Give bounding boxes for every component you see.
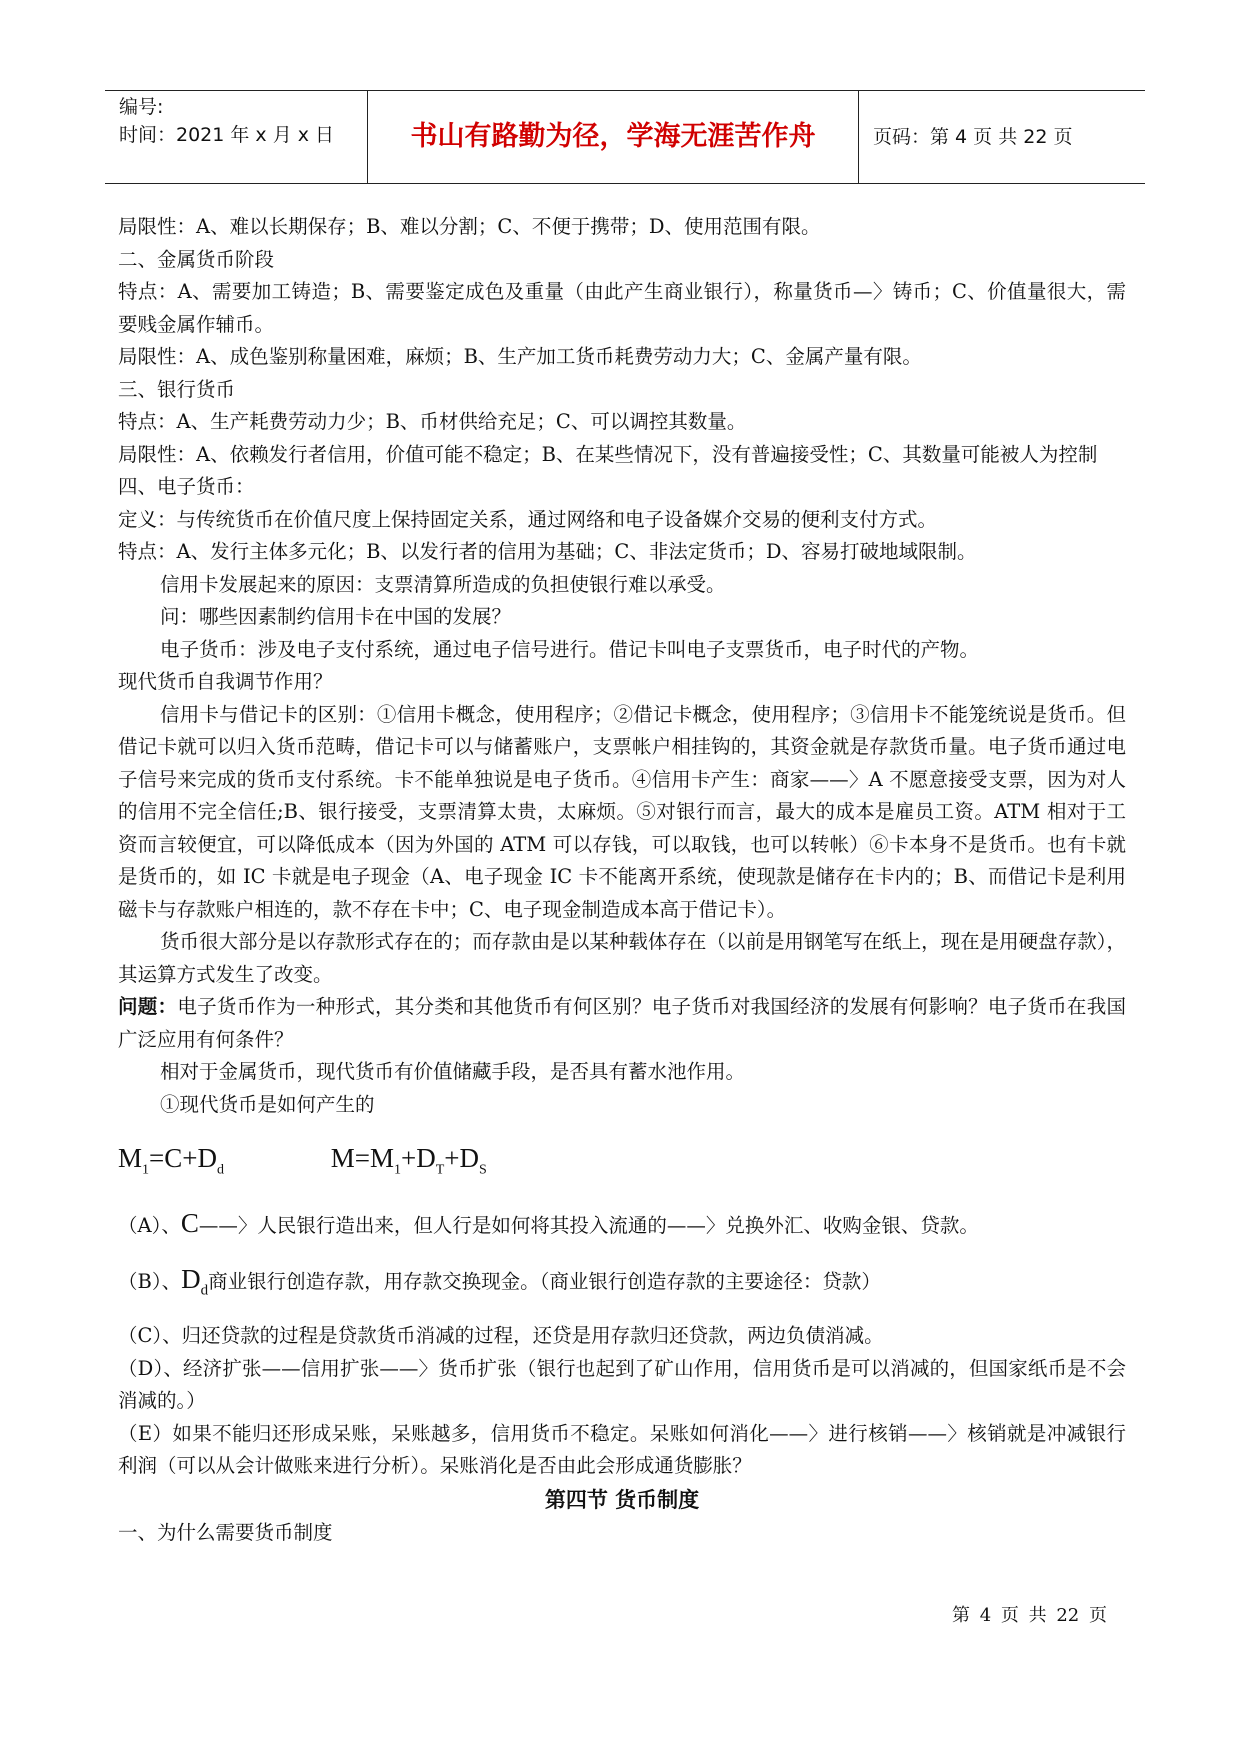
header-page-cell xyxy=(859,91,1145,183)
paragraph-question xyxy=(118,991,1126,1056)
money-supply-formula xyxy=(118,1143,1126,1183)
document-body xyxy=(118,211,1126,1549)
page-header xyxy=(105,90,1145,184)
heading-metal-money: 二、金属货币阶段 xyxy=(118,247,275,271)
paragraph-question-china: 问：哪些因素制约信用卡在中国的发展？ xyxy=(160,605,512,628)
section-title: 第四节 货币制度 xyxy=(544,1487,700,1512)
paragraph-electronic-money: 电子货币：涉及电子支付系统，通过电子信号进行。借记卡叫电子支票货币，电子时代的产物。 xyxy=(160,637,980,661)
item-e: （E）如果不能归还形成呆账，呆账越多，信用货币不稳定。呆账如何消化——〉进行核销——〉核销就是冲减银行利润（可以从会计做账来进行分析）。呆账消化是否由此会形成通货膨胀？ xyxy=(118,1421,1126,1478)
document-number-label: 编号: xyxy=(119,96,164,118)
formula-m: $M=M_1+D_T+D_S$ xyxy=(330,1143,487,1178)
header-page-label: 页码：第 4 页 共 22 页 xyxy=(873,126,1073,148)
header-meta xyxy=(105,91,368,183)
heading-electronic-money: 四、电子货币： xyxy=(118,475,255,498)
paragraph-bank-limitations: 局限性：A、依赖发行者信用，价值可能不稳定；B、在某些情况下，没有普遍接受性；C、其数量可能被人为控制 xyxy=(118,442,1098,466)
question-text: 电子货币作为一种形式，其分类和其他货币有何区别？电子货币对我国经济的发展有何影响？电子货币在我国广泛应用有何条件？ xyxy=(118,995,1126,1051)
heading-bank-money: 三、银行货币 xyxy=(118,377,236,401)
item-d: （D）、经济扩张——信用扩张——〉货币扩张（银行也起到了矿山作用，信用货币是可以消减的，但国家纸币是不会消减的。） xyxy=(118,1356,1126,1413)
paragraph-limitations-1: 局限性：A、难以长期保存；B、难以分割；C、不便于携带；D、使用范围有限。 xyxy=(118,215,821,238)
formula-m1: $M_1=C+D_d$ xyxy=(118,1143,224,1178)
paragraph-deposits: 货币很大部分是以存款形式存在的；而存款由是以某种载体存在（以前是用钢笔写在纸上，现在是用硬盘存款），其运算方式发生了改变。 xyxy=(118,930,1126,986)
paragraph-definition: 定义：与传统货币在价值尺度上保持固定关系，通过网络和电子设备媒介交易的便利支付方式。 xyxy=(118,507,938,531)
paragraph-electronic-features: 特点：A、发行主体多元化；B、以发行者的信用为基础；C、非法定货币；D、容易打破地域限制。 xyxy=(118,540,977,563)
paragraph-store-of-value: 相对于金属货币，现代货币有价值储藏手段，是否具有蓄水池作用。 xyxy=(160,1060,746,1083)
section-subheading: 一、为什么需要货币制度 xyxy=(118,1520,333,1544)
document-time-label: 时间：2021 年 x 月 x 日 xyxy=(119,124,335,146)
paragraph-card-differences: 信用卡与借记卡的区别：①信用卡概念，使用程序；②借记卡概念，使用程序；③信用卡不能笼统说是货币。但借记卡就可以归入货币范畴，借记卡可以与储蓄账户，支票帐户相挂钩的，其资金就是存款货币量。电子货币通过电子信号来完成的货币支付系统。卡不能单独说是电子货币。④信用卡产生：商家——〉A 不愿意接受支票，因为对人的信用不完全信任;B、银行接受，支票清算太贵，太麻烦。⑤对银行而言，最大的成本是雇员工资。ATM 相对于工资而言较便宜，可以降低成本（因为外国的 ATM 可以存钱，可以取钱，也可以转帐）⑥卡本身不是货币。也有卡就是货币的，如 IC 卡就是电子现金（A、电子现金 IC 卡不能离开系统，使现款是储存在卡内的；B、而借记卡是利用磁卡与存款账户相连的，款不存在卡中；C、电子现金制造成本高于借记卡）。 xyxy=(118,702,1126,921)
paragraph-credit-card-reason: 信用卡发展起来的原因：支票清算所造成的负担使银行难以承受。 xyxy=(160,572,726,596)
page-footer: 第 4 页 共 22 页 xyxy=(952,1605,1107,1626)
paragraph-bank-features: 特点：A、生产耗费劳动力少；B、币材供给充足；C、可以调控其数量。 xyxy=(118,410,747,433)
paragraph-metal-limitations: 局限性：A、成色鉴别称量困难，麻烦；B、生产加工货币耗费劳动力大；C、金属产量有限。 xyxy=(118,345,922,368)
item-a: （A）、C——〉人民银行造出来，但人行是如何将其投入流通的——〉兑换外汇、收购金银、贷款。 xyxy=(118,1208,979,1238)
item-c: （C）、归还贷款的过程是贷款货币消减的过程，还贷是用存款归还贷款，两边负债消减。 xyxy=(118,1324,884,1348)
paragraph-metal-features: 特点：A、需要加工铸造；B、需要鉴定成色及重量（由此产生商业银行），称量货币—〉铸币；C、价值量很大，需要贱金属作辅币。 xyxy=(118,280,1126,336)
paragraph-self-regulation: 现代货币自我调节作用？ xyxy=(118,670,333,693)
item-b: （B）、$D_d$商业银行创造存款，用存款交换现金。（商业银行创造存款的主要途径：贷款） xyxy=(118,1263,881,1298)
paragraph-how-created: ①现代货币是如何产生的 xyxy=(160,1092,375,1116)
header-motto-cell xyxy=(368,91,859,183)
question-label: 问题： xyxy=(118,995,178,1018)
header-motto: 书山有路勤为径，学海无涯苦作舟 xyxy=(410,121,816,152)
